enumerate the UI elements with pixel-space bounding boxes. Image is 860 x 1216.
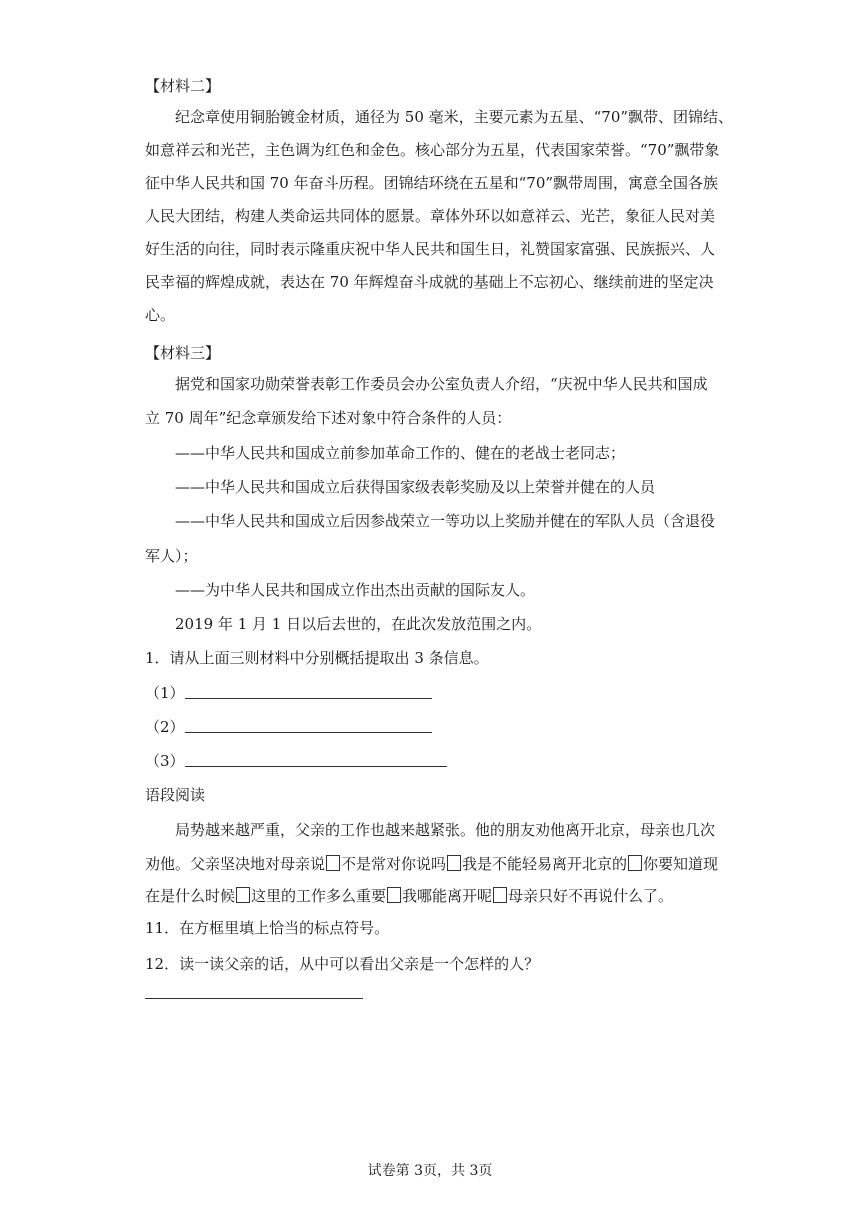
passage-text: 你要知道现 xyxy=(643,855,719,873)
question-11-text: 11．在方框里填上恰当的标点符号。 xyxy=(145,919,390,937)
material3-item: ——中华人民共和国成立前参加革命工作的、健在的老战士老同志； xyxy=(175,444,626,462)
material2-line: 征中华人民共和国 70 年奋斗历程。团锦结环绕在五星和“70”飘带周围，寓意全国各族 xyxy=(145,174,719,192)
punctuation-box[interactable] xyxy=(236,887,250,903)
punctuation-box[interactable] xyxy=(447,855,461,871)
material3-item: ——为中华人民共和国成立作出杰出贡献的国际友人。 xyxy=(175,581,536,599)
passage-text: 母亲只好不再说什么了。 xyxy=(508,887,674,905)
material3-heading: 【材料三】 xyxy=(145,344,221,362)
material2-line: 如意祥云和光芒，主色调为红色和金色。核心部分为五星，代表国家荣誉。“70”飘带象 xyxy=(145,141,720,159)
passage-text: 劝他。父亲坚决地对母亲说 xyxy=(145,855,326,873)
material2-line: 纪念章使用铜胎镀金材质，通径为 50 毫米，主要元素为五星、“70”飘带、团锦结、 xyxy=(175,108,734,126)
punctuation-box[interactable] xyxy=(387,887,401,903)
material3-intro-line: 据党和国家功勋荣誉表彰工作委员会办公室负责人介绍，“庆祝中华人民共和国成 xyxy=(175,375,708,393)
answer-label: （3） xyxy=(145,752,185,770)
material2-line: 民幸福的辉煌成就，表达在 70 年辉煌奋斗成就的基础上不忘初心、继续前进的坚定决 xyxy=(145,273,714,291)
passage-text: 不是常对你说吗 xyxy=(341,855,447,873)
passage-line: 局势越来越严重，父亲的工作也越来越紧张。他的朋友劝他离开北京，母亲也几次 xyxy=(175,821,716,839)
answer-blank-2[interactable] xyxy=(185,732,432,733)
answer-label: （2） xyxy=(145,718,185,736)
answer-blank-3[interactable] xyxy=(185,766,447,767)
passage-text: 这里的工作多么重要 xyxy=(251,887,387,905)
punctuation-box[interactable] xyxy=(493,887,507,903)
passage-text: 我哪能离开呢 xyxy=(402,887,493,905)
material2-line: 心。 xyxy=(145,306,176,324)
material2-line: 好生活的向往，同时表示隆重庆祝中华人民共和国生日，礼赞国家富强、民族振兴、人 xyxy=(145,240,716,258)
material3-item: 军人）； xyxy=(145,547,198,565)
reading-heading: 语段阅读 xyxy=(145,786,206,804)
punctuation-box[interactable] xyxy=(628,855,642,871)
material3-note: 2019 年 1 月 1 日以后去世的，在此次发放范围之内。 xyxy=(175,615,542,633)
punctuation-box[interactable] xyxy=(326,855,340,871)
material3-item: ——中华人民共和国成立后因参战荣立一等功以上奖励并健在的军队人员（含退役 xyxy=(175,512,716,530)
answer-label: （1） xyxy=(145,684,185,702)
material2-heading: 【材料二】 xyxy=(145,77,221,95)
passage-text: 在是什么时候 xyxy=(145,887,236,905)
answer-blank-1[interactable] xyxy=(185,698,432,699)
material3-item: ——中华人民共和国成立后获得国家级表彰奖励及以上荣誉并健在的人员 xyxy=(175,478,656,496)
passage-text: 我是不能轻易离开北京的 xyxy=(462,855,628,873)
question-1-text: 1．请从上面三则材料中分别概括提取出 3 条信息。 xyxy=(145,649,489,667)
passage-line xyxy=(145,854,718,874)
answer-blank-12[interactable] xyxy=(145,998,363,999)
question-12-text: 12．读一读父亲的话，从中可以看出父亲是一个怎样的人？ xyxy=(145,955,540,973)
material3-intro-line: 立 70 周年”纪念章颁发给下述对象中符合条件的人员： xyxy=(145,409,512,427)
passage-line xyxy=(145,886,673,906)
page-footer: 试卷第 3页，共 3页 xyxy=(367,1163,493,1179)
material2-line: 人民大团结，构建人类命运共同体的愿景。章体外环以如意祥云、光芒，象征人民对美 xyxy=(145,207,716,225)
